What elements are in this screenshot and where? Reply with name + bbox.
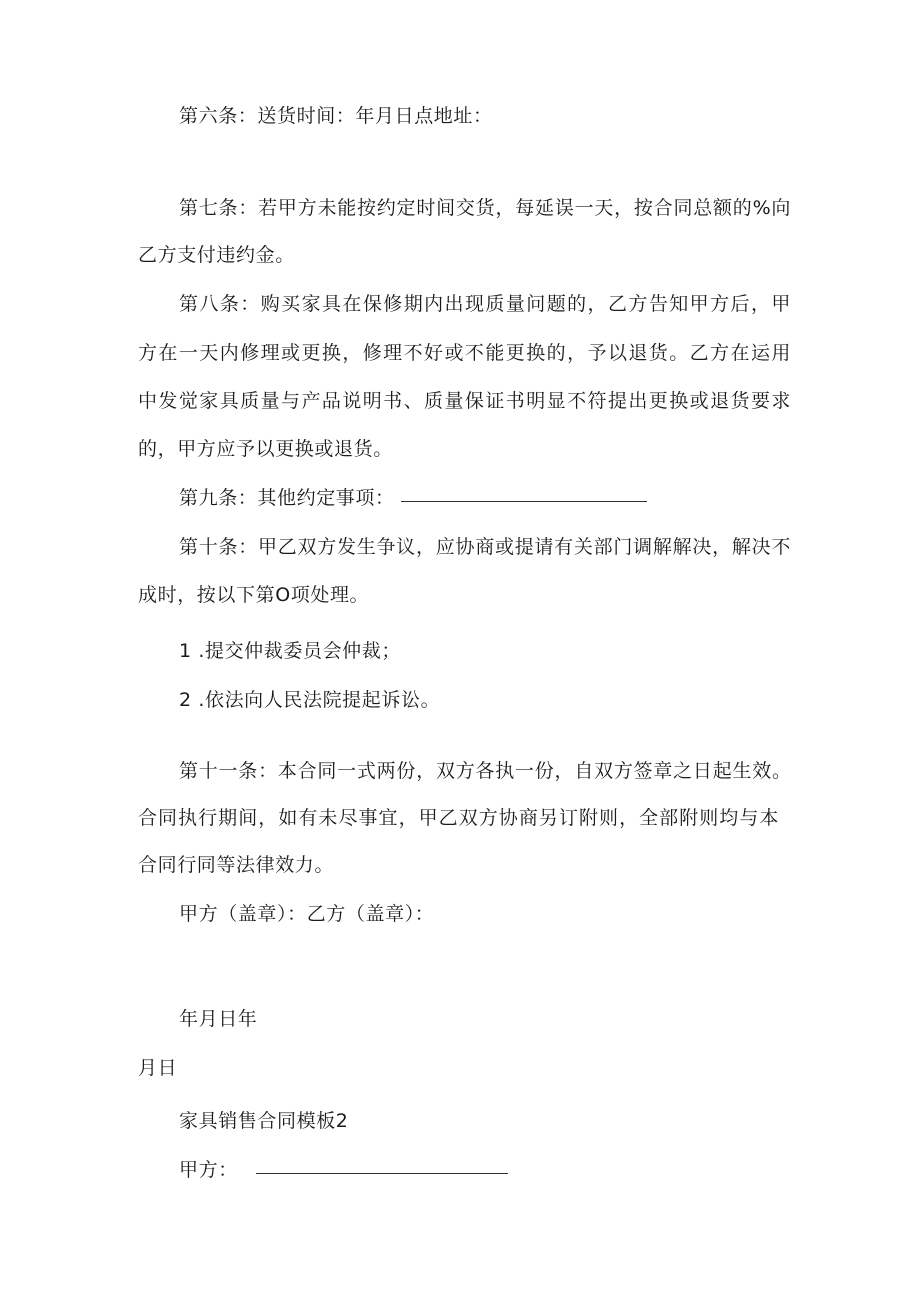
signature-date-line-2: 月日 xyxy=(138,1057,178,1079)
clause-8-line-1: 第八条：购买家具在保修期内出现质量问题的，乙方告知甲方后，甲 xyxy=(179,293,791,315)
party-a-label: 甲方： xyxy=(179,1159,238,1181)
clause-8-line-2: 方在一天内修理或更换，修理不好或不能更换的，予以退货。乙方在运用 xyxy=(138,342,791,364)
party-a-row xyxy=(179,1158,508,1182)
clause-10-option-2: 2 .依法向人民法院提起诉讼。 xyxy=(179,689,441,711)
clause-9-label: 第九条：其他约定事项： xyxy=(179,487,395,509)
clause-9-blank-line xyxy=(401,500,647,502)
clause-11-line-1: 第十一条：本合同一式两份，双方各执一份，自双方签章之日起生效。 xyxy=(179,760,791,782)
clause-10-line-1: 第十条：甲乙双方发生争议，应协商或提请有关部门调解解决，解决不 xyxy=(179,536,791,558)
clause-8-line-3: 中发觉家具质量与产品说明书、质量保证书明显不符提出更换或退货要求 xyxy=(138,390,791,412)
clause-7-line-1: 第七条：若甲方未能按约定时间交货，每延误一天，按合同总额的%向 xyxy=(179,197,791,219)
clause-11-line-2: 合同执行期间，如有未尽事宜，甲乙双方协商另订附则，全部附则均与本 xyxy=(138,807,779,829)
clause-10-option-1: 1 .提交仲裁委员会仲裁； xyxy=(179,640,401,662)
clause-7-line-2: 乙方支付违约金。 xyxy=(138,244,295,266)
clause-8-line-4: 的，甲方应予以更换或退货。 xyxy=(138,438,393,460)
clause-6: 第六条：送货时间：年月日点地址： xyxy=(179,105,493,127)
clause-11-line-3: 合同行同等法律效力。 xyxy=(138,854,335,876)
party-a-blank-line xyxy=(256,1172,508,1174)
template-2-title: 家具销售合同模板2 xyxy=(179,1110,349,1132)
signature-parties: 甲方（盖章）：乙方（盖章）： xyxy=(179,903,435,925)
clause-9 xyxy=(179,486,647,510)
clause-10-line-2: 成时，按以下第O项处理。 xyxy=(138,584,370,606)
signature-date-line-1: 年月日年 xyxy=(179,1008,258,1030)
